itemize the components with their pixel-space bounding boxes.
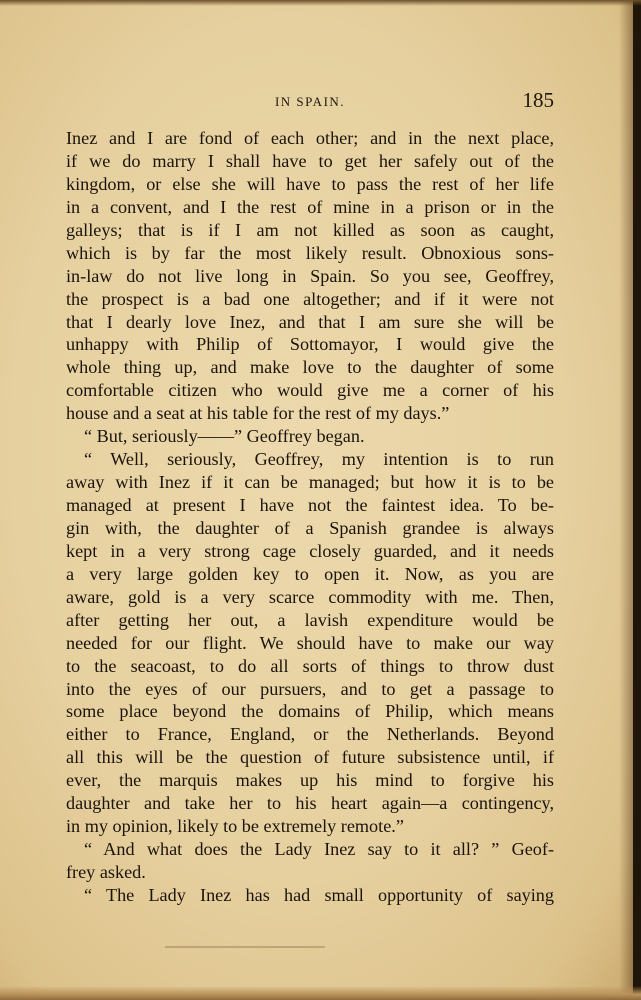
running-head: IN SPAIN. bbox=[274, 94, 346, 109]
text-line: unhappy with Philip of Sottomayor, I would give the bbox=[66, 334, 554, 355]
text-line: kept in a very strong cage closely guarded, and it needs bbox=[66, 540, 554, 561]
text-line: all this will be the question of future subsistence until, if bbox=[66, 747, 554, 768]
text-line: “ The Lady Inez has had small opportunity of saying bbox=[84, 884, 554, 905]
text-line: the prospect is a bad one altogether; and if it were not bbox=[66, 288, 554, 309]
text-line: house and a seat at his table for the rest of my days.” bbox=[66, 403, 450, 424]
text-line: gin with, the daughter of a Spanish grandee is always bbox=[66, 517, 554, 538]
text-line: in-law do not live long in Spain. So you see, Geoffrey, bbox=[66, 265, 554, 286]
text-line: Inez and I are fond of each other; and in the next place, bbox=[66, 128, 554, 148]
text-line: to the seacoast, to do all sorts of things to throw dust bbox=[66, 655, 554, 676]
text-line: into the eyes of our pursuers, and to get a passage to bbox=[66, 678, 554, 699]
page-bottom-edge bbox=[0, 986, 641, 1000]
text-line: either to France, England, or the Netherlands. Beyond bbox=[66, 724, 554, 745]
text-line: needed for our flight. We should have to make our way bbox=[66, 632, 554, 653]
binding-edge bbox=[633, 0, 641, 1000]
text-line: “ Well, seriously, Geoffrey, my intention is to run bbox=[84, 449, 554, 470]
text-line: frey asked. bbox=[66, 862, 146, 882]
text-line: in my opinion, likely to be extremely remote.” bbox=[66, 816, 404, 837]
text-line: galleys; that is if I am not killed as soon as caught, bbox=[66, 219, 554, 240]
text-line: away with Inez if it can be managed; but how it is to be bbox=[66, 472, 554, 493]
page-number: 185 bbox=[522, 88, 554, 112]
body-text bbox=[66, 127, 554, 907]
text-line: if we do marry I shall have to get her safely out of the bbox=[66, 150, 554, 171]
print-smudge bbox=[165, 946, 325, 948]
text-line: managed at present I have not the faintest idea. To be- bbox=[66, 495, 554, 515]
text-line: aware, gold is a very scarce commodity with me. Then, bbox=[66, 586, 554, 607]
text-line: ever, the marquis makes up his mind to forgive his bbox=[66, 770, 554, 791]
text-line: after getting her out, a lavish expenditure would be bbox=[66, 609, 554, 630]
text-line: that I dearly love Inez, and that I am sure she will be bbox=[66, 311, 554, 332]
text-line: whole thing up, and make love to the daughter of some bbox=[66, 357, 554, 378]
text-line: daughter and take her to his heart again—a contingency, bbox=[66, 793, 554, 814]
text-line: some place beyond the domains of Philip, which means bbox=[66, 701, 554, 722]
page-header bbox=[66, 88, 554, 116]
text-line: kingdom, or else she will have to pass the rest of her life bbox=[66, 173, 554, 194]
text-line: which is by far the most likely result. Obnoxious sons- bbox=[66, 242, 554, 263]
text-line: comfortable citizen who would give me a corner of his bbox=[66, 380, 554, 401]
text-line: “ And what does the Lady Inez say to it all? ” Geof- bbox=[84, 839, 554, 860]
text-line: “ But, seriously——” Geoffrey began. bbox=[84, 426, 365, 447]
text-line: in a convent, and I the rest of mine in a prison or in the bbox=[66, 196, 554, 217]
text-line: a very large golden key to open it. Now, as you are bbox=[66, 563, 554, 584]
